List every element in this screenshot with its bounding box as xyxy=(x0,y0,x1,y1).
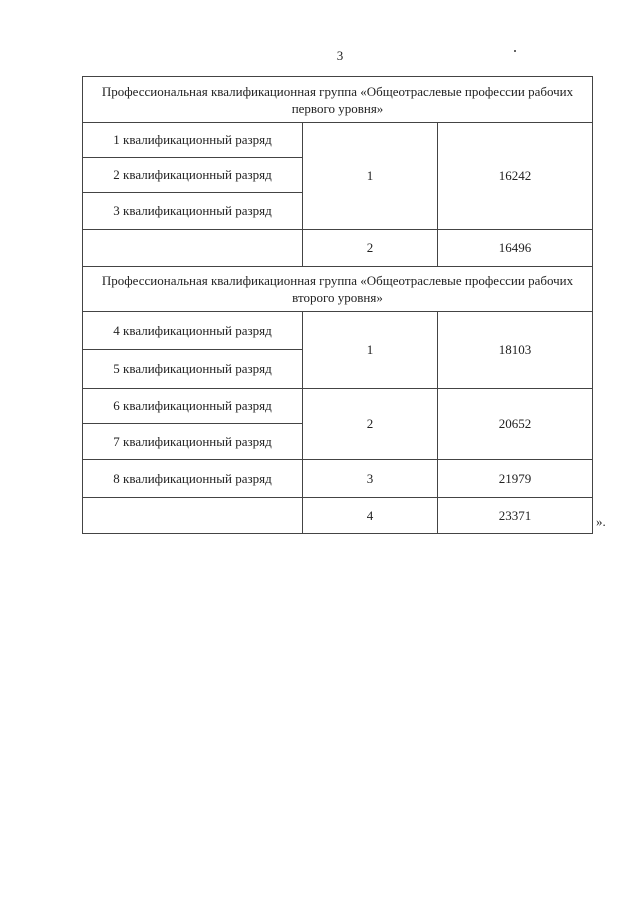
grade-cell xyxy=(83,389,303,460)
level-cell: 2 xyxy=(303,230,438,267)
table-row xyxy=(83,230,593,267)
salary-cell: 16242 xyxy=(438,123,593,230)
group-header-row xyxy=(83,77,593,123)
grade-cell-empty xyxy=(83,498,303,534)
grade-label: 7 квалификационный разряд xyxy=(113,433,272,449)
salary-cell: 16496 xyxy=(438,230,593,267)
table-row xyxy=(83,389,593,460)
scan-speck xyxy=(514,50,516,52)
grade-label: 4 квалификационный разряд xyxy=(83,312,302,350)
grade-label: 1 квалификационный разряд xyxy=(83,123,302,158)
grade-label: 5 квалификационный разряд xyxy=(113,361,272,376)
grade-cell-empty xyxy=(83,230,303,267)
group-title: Профессиональная квалификационная группа «Общеотраслевые профессии рабочих первого уровня» xyxy=(83,77,593,123)
salary-cell: 23371 xyxy=(438,498,593,534)
salary-table xyxy=(82,76,593,534)
group-title: Профессиональная квалификационная группа «Общеотраслевые профессии рабочих второго уровня» xyxy=(83,267,593,312)
table-row xyxy=(83,498,593,534)
table-row xyxy=(83,460,593,498)
level-cell: 2 xyxy=(303,389,438,460)
salary-cell: 20652 xyxy=(438,389,593,460)
level-cell: 1 xyxy=(303,123,438,230)
grade-label: 6 квалификационный разряд xyxy=(83,389,302,424)
page-number: 3 xyxy=(336,48,344,63)
group-header-row xyxy=(83,267,593,312)
closing-quote-mark: ». xyxy=(596,514,606,529)
grade-label: 2 квалификационный разряд xyxy=(83,158,302,193)
salary-cell: 18103 xyxy=(438,312,593,389)
grade-label: 3 квалификационный разряд xyxy=(113,203,272,218)
table-row xyxy=(83,312,593,389)
level-cell: 3 xyxy=(303,460,438,498)
table-row xyxy=(83,123,593,230)
level-cell: 4 xyxy=(303,498,438,534)
level-cell: 1 xyxy=(303,312,438,389)
grade-cell xyxy=(83,123,303,230)
grade-cell xyxy=(83,312,303,389)
grade-cell: 8 квалификационный разряд xyxy=(83,460,303,498)
salary-cell: 21979 xyxy=(438,460,593,498)
